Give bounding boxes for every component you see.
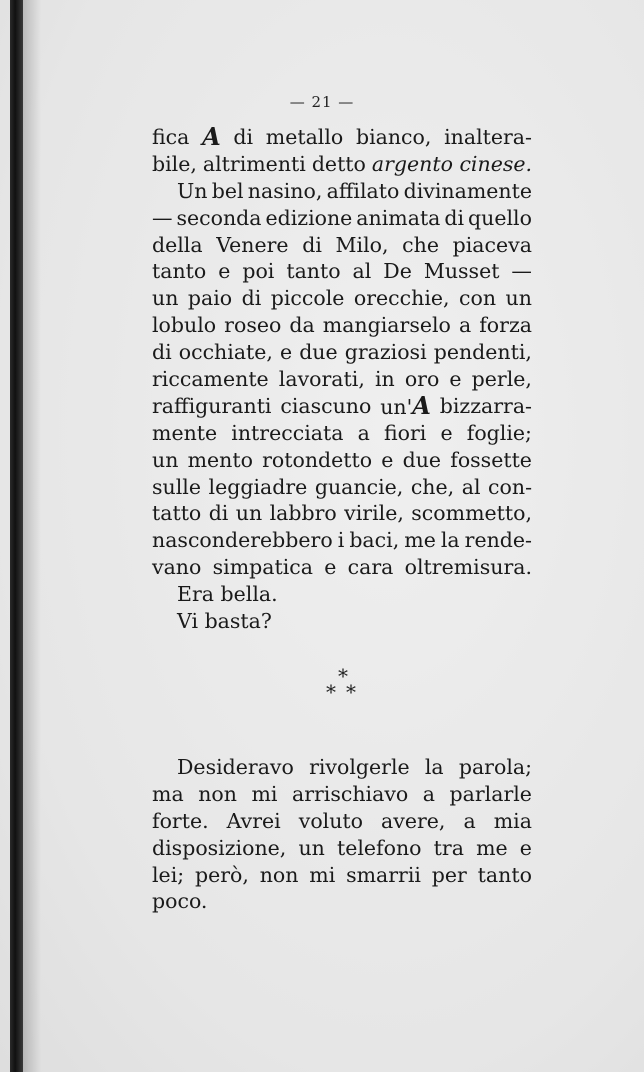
word: me: [476, 835, 508, 860]
word: rotondetto: [262, 447, 373, 472]
word: poi: [242, 259, 275, 284]
word: oro: [404, 367, 440, 392]
word: per: [431, 862, 467, 887]
word: divinamente: [403, 178, 532, 203]
word: —: [511, 259, 532, 284]
word: scommetto,: [411, 501, 532, 526]
word: arrischiavo: [291, 781, 409, 806]
word: De: [383, 259, 412, 284]
decorative-letter: A: [202, 122, 221, 151]
word: bile,: [152, 151, 197, 176]
word: mi: [251, 781, 278, 806]
text-line: [152, 888, 532, 915]
text-line: [152, 258, 532, 285]
word: un: [298, 835, 325, 860]
text-line: [152, 608, 532, 635]
text-line: [152, 151, 532, 178]
word: mi: [309, 862, 336, 887]
decorative-letter: A: [412, 390, 431, 420]
word: che: [402, 232, 439, 257]
text-line: [152, 500, 532, 527]
word: intrecciata: [231, 420, 344, 445]
text-line: [152, 835, 532, 862]
text-line: [152, 124, 532, 151]
text-line: [152, 554, 532, 581]
word: fossette: [450, 447, 532, 472]
text-line: [152, 285, 532, 312]
word: smarrii: [346, 862, 421, 887]
word: che,: [410, 474, 455, 499]
word: di: [444, 205, 465, 230]
word: —: [152, 205, 173, 230]
asterism-separator: [322, 664, 366, 708]
text-line: [152, 312, 532, 339]
word: parlarle: [449, 781, 532, 806]
text-line: [152, 808, 532, 835]
word: rivolgerle: [309, 755, 410, 779]
word: parola;: [458, 755, 532, 779]
word: da: [289, 313, 315, 338]
word: telefono: [336, 835, 422, 860]
word: labbro: [269, 501, 337, 526]
word: avere,: [381, 808, 446, 833]
word: pendenti,: [433, 340, 532, 365]
word: bizzarra-: [439, 393, 532, 418]
text-line: [152, 232, 532, 259]
word: a: [422, 781, 436, 806]
word: lei;: [152, 862, 185, 887]
passage-first: [152, 124, 532, 635]
word: in: [374, 367, 395, 392]
word: disposizione,: [152, 835, 287, 860]
text-line: [152, 390, 532, 420]
word: metallo: [265, 125, 344, 149]
word: foglie;: [466, 420, 532, 445]
word: fiori: [383, 420, 427, 445]
word: raffiguranti: [152, 393, 272, 418]
word: Vi: [177, 609, 199, 634]
word: fica: [152, 125, 190, 149]
word: vano: [152, 555, 202, 580]
word: nasconderebbero: [152, 528, 333, 553]
word: cara: [347, 555, 394, 580]
word: con: [459, 286, 497, 311]
word: altrimenti: [202, 151, 306, 176]
word: un: [235, 501, 263, 526]
word: basta?: [204, 609, 272, 634]
word: nasino,: [247, 178, 323, 203]
word: tanto: [152, 259, 207, 284]
word: la: [440, 528, 460, 553]
word-group: [380, 390, 431, 420]
word: della: [152, 232, 203, 257]
word: e: [440, 420, 453, 445]
word: a: [458, 313, 472, 338]
word: tanto: [477, 862, 532, 887]
word: simpatica: [212, 555, 313, 580]
word: Milo,: [335, 232, 389, 257]
word: con-: [488, 474, 532, 499]
word: bianco,: [355, 125, 432, 149]
word: detto: [311, 151, 366, 176]
word: roseo: [224, 313, 282, 338]
italic-phrase: argento cinese.: [371, 151, 532, 176]
word: seconda: [176, 205, 262, 230]
text-line: [152, 474, 532, 501]
text-line: [152, 178, 532, 205]
word: piccole: [270, 286, 345, 311]
asterisk: *: [346, 680, 356, 704]
word: bella.: [220, 582, 278, 607]
word: piaceva: [452, 232, 532, 257]
word: poco.: [152, 889, 208, 914]
word: e: [218, 259, 231, 284]
word: a: [463, 808, 476, 833]
word: me: [404, 528, 436, 553]
word: tatto: [152, 501, 202, 526]
word: e: [381, 447, 394, 472]
word: e: [324, 555, 337, 580]
text-line: [152, 447, 532, 474]
word: sulle: [152, 474, 201, 499]
word: ma: [152, 781, 184, 806]
word: leggiadre: [208, 474, 308, 499]
text-line: [152, 366, 532, 393]
word: e: [279, 340, 293, 365]
word: due: [402, 447, 442, 472]
word: mangiarselo: [322, 313, 451, 338]
word: mia: [493, 808, 532, 833]
word: guancie,: [314, 474, 404, 499]
word: di: [152, 340, 172, 365]
asterisk: *: [338, 664, 348, 688]
passage-second: [152, 754, 532, 915]
text-line: [152, 420, 532, 447]
word: non: [259, 862, 299, 887]
word: un: [505, 286, 532, 311]
word: oltremisura.: [404, 555, 532, 580]
word: Era: [177, 582, 214, 607]
word: edizione: [265, 205, 353, 230]
text-line: [152, 781, 532, 808]
word: ciascuno: [280, 393, 372, 418]
word: due: [299, 340, 338, 365]
text-line: [152, 205, 532, 232]
word: Desideravo: [177, 755, 294, 779]
word: mente: [152, 420, 218, 445]
word: virile,: [344, 501, 404, 526]
word: perle,: [471, 367, 532, 392]
text-line: [152, 581, 532, 608]
word: affilato: [326, 178, 400, 203]
word: rende-: [464, 528, 532, 553]
word: graziosi: [344, 340, 427, 365]
text-line: [152, 754, 532, 781]
word: Un: [177, 178, 208, 203]
word: di: [302, 232, 322, 257]
word: di: [208, 501, 229, 526]
word: a: [357, 420, 370, 445]
text-line: [152, 527, 532, 554]
word: occhiate,: [178, 340, 273, 365]
word: voluto: [298, 808, 363, 833]
text-line: [152, 339, 532, 366]
word: riccamente: [152, 367, 269, 392]
word: baci,: [349, 528, 400, 553]
word: però,: [194, 862, 249, 887]
binding-shadow: [23, 0, 41, 1072]
word: mento: [187, 447, 253, 472]
word: Avrei: [226, 808, 281, 833]
word: lobulo: [152, 313, 217, 338]
text-line: [152, 862, 532, 889]
word: orecchie,: [353, 286, 450, 311]
word: al: [461, 474, 481, 499]
word: forte.: [152, 808, 209, 833]
word: la: [424, 755, 444, 779]
word: e: [519, 835, 532, 860]
word: un': [380, 394, 413, 419]
book-binding-edge: [10, 0, 23, 1072]
word: di: [233, 125, 254, 149]
word: quello: [468, 205, 532, 230]
word: di: [241, 286, 262, 311]
word: non: [198, 781, 237, 806]
word: al: [352, 259, 372, 284]
word: Musset: [423, 259, 500, 284]
word: inaltera-: [444, 125, 532, 149]
word: forza: [479, 313, 532, 338]
word: animata: [356, 205, 441, 230]
asterisk: *: [326, 680, 336, 704]
word: un: [152, 447, 179, 472]
word: paio: [187, 286, 233, 311]
word: tra: [433, 835, 464, 860]
word: Venere: [216, 232, 289, 257]
word: un: [152, 286, 179, 311]
page-number: — 21 —: [289, 93, 355, 111]
word: bel: [211, 178, 244, 203]
word: i: [337, 528, 345, 553]
word: tanto: [286, 259, 341, 284]
word: e: [449, 367, 462, 392]
word: lavorati,: [278, 367, 365, 392]
